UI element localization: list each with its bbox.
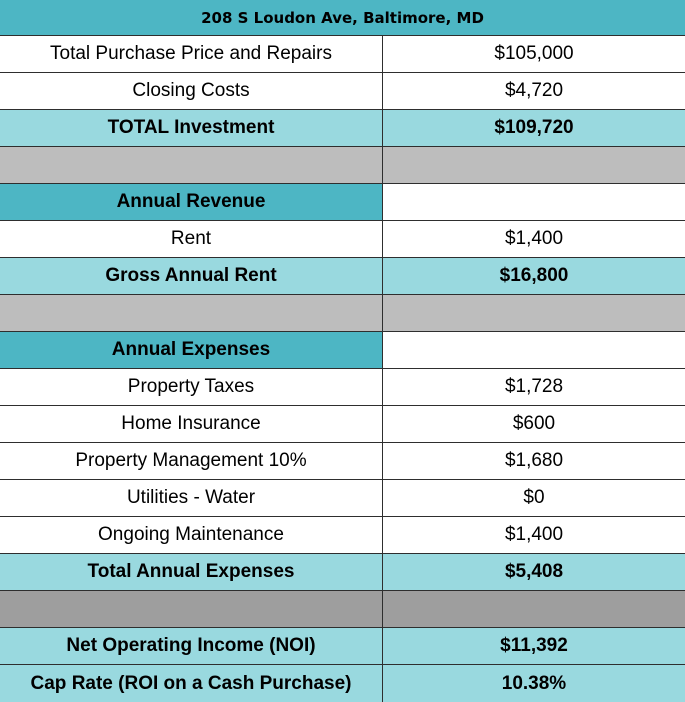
spacer-cell — [383, 295, 685, 331]
row-property-taxes — [0, 369, 685, 406]
spacer-cell — [383, 147, 685, 183]
row-label: Rent — [0, 221, 383, 257]
row-net-operating-income — [0, 628, 685, 665]
row-label: Property Taxes — [0, 369, 383, 405]
section-heading: Annual Revenue — [0, 184, 383, 220]
row-label: Cap Rate (ROI on a Cash Purchase) — [0, 665, 383, 702]
row-label: Property Management 10% — [0, 443, 383, 479]
row-home-insurance — [0, 406, 685, 443]
row-value: $11,392 — [383, 628, 685, 664]
row-value: $1,728 — [383, 369, 685, 405]
row-label: Total Annual Expenses — [0, 554, 383, 590]
row-value: $1,400 — [383, 517, 685, 553]
row-value: $0 — [383, 480, 685, 516]
row-label: Net Operating Income (NOI) — [0, 628, 383, 664]
spacer-cell — [383, 591, 685, 627]
spacer-row — [0, 591, 685, 628]
section-heading: Annual Expenses — [0, 332, 383, 368]
row-cap-rate — [0, 665, 685, 702]
row-label: Ongoing Maintenance — [0, 517, 383, 553]
row-label: TOTAL Investment — [0, 110, 383, 146]
section-annual-revenue — [0, 184, 685, 221]
row-value: $105,000 — [383, 36, 685, 72]
row-utilities-water — [0, 480, 685, 517]
section-annual-expenses — [0, 332, 685, 369]
row-label: Utilities - Water — [0, 480, 383, 516]
row-value: $5,408 — [383, 554, 685, 590]
row-closing-costs — [0, 73, 685, 110]
row-total-investment — [0, 110, 685, 147]
row-total-annual-expenses — [0, 554, 685, 591]
row-value: 10.38% — [383, 665, 685, 702]
row-gross-annual-rent — [0, 258, 685, 295]
row-label: Gross Annual Rent — [0, 258, 383, 294]
sheet-title: 208 S Loudon Ave, Baltimore, MD — [0, 0, 685, 36]
row-value: $1,680 — [383, 443, 685, 479]
row-label: Closing Costs — [0, 73, 383, 109]
row-total-purchase-price — [0, 36, 685, 73]
row-value: $4,720 — [383, 73, 685, 109]
spacer-cell — [0, 147, 383, 183]
row-value: $16,800 — [383, 258, 685, 294]
spacer-cell — [0, 591, 383, 627]
empty-cell — [383, 184, 685, 220]
row-label: Home Insurance — [0, 406, 383, 442]
row-label: Total Purchase Price and Repairs — [0, 36, 383, 72]
spacer-row — [0, 147, 685, 184]
row-value: $109,720 — [383, 110, 685, 146]
spacer-cell — [0, 295, 383, 331]
row-rent — [0, 221, 685, 258]
row-property-management — [0, 443, 685, 480]
row-value: $1,400 — [383, 221, 685, 257]
row-value: $600 — [383, 406, 685, 442]
spacer-row — [0, 295, 685, 332]
row-ongoing-maintenance — [0, 517, 685, 554]
empty-cell — [383, 332, 685, 368]
